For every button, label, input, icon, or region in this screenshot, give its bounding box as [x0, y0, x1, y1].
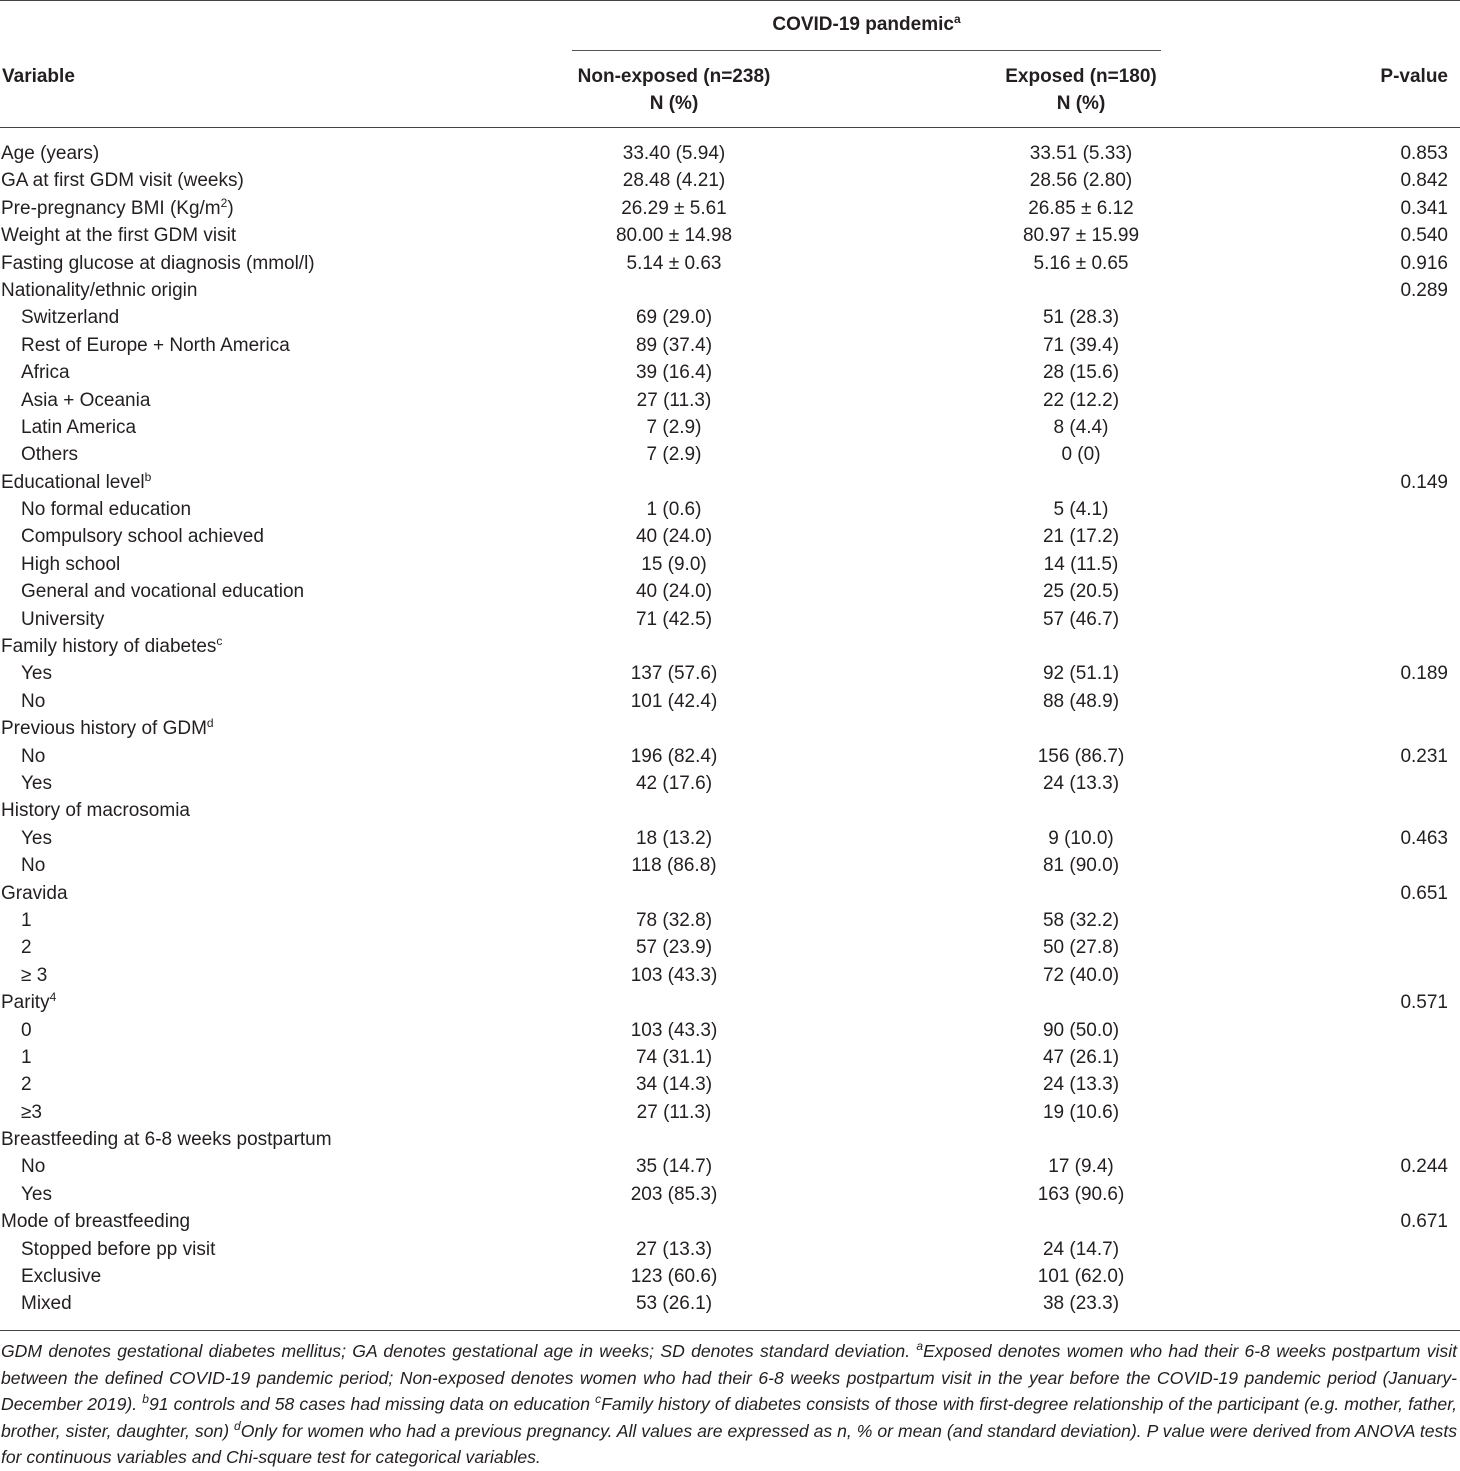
row-label	[21, 1263, 101, 1290]
cell-p-value: 0.149	[1400, 471, 1448, 493]
cell-non-exposed: 7 (2.9)	[646, 416, 702, 438]
row-label-text: University	[21, 608, 105, 630]
row-label-text: ≥ 3	[21, 964, 48, 986]
table-row	[0, 1044, 1460, 1071]
cell-exposed: 38 (23.3)	[1042, 1293, 1120, 1315]
row-label	[21, 907, 32, 934]
row-label-text: 1	[21, 909, 32, 931]
table-row	[0, 222, 1460, 249]
cell-non-exposed: 40 (24.0)	[635, 581, 713, 603]
column-header-exposed-line1: Exposed (n=180)	[1005, 66, 1157, 87]
cell-exposed: 8 (4.4)	[1053, 416, 1109, 438]
cell-exposed: 22 (12.2)	[1042, 389, 1120, 411]
row-label	[21, 578, 304, 605]
footnote-mark-d: d	[234, 1418, 241, 1433]
table-row	[0, 469, 1460, 496]
row-label-text: 1	[21, 1046, 32, 1068]
table-row	[0, 743, 1460, 770]
cell-p-value: 0.671	[1400, 1211, 1448, 1233]
table-row	[0, 359, 1460, 386]
table-row	[0, 1099, 1460, 1126]
cell-p-value: 0.651	[1400, 882, 1448, 904]
group-header-text: COVID-19 pandemic	[772, 14, 954, 35]
row-label-text: Others	[21, 444, 79, 466]
row-label	[21, 962, 47, 989]
row-label	[21, 743, 45, 770]
cell-non-exposed: 35 (14.7)	[635, 1156, 713, 1178]
row-label	[1, 715, 214, 742]
table-row	[0, 1208, 1460, 1235]
cell-exposed: 156 (86.7)	[1037, 745, 1125, 767]
row-label	[1, 195, 234, 222]
footnote-mark-a: a	[916, 1339, 924, 1353]
table-row	[0, 989, 1460, 1016]
row-label-sup: c	[216, 634, 223, 649]
row-label	[21, 688, 45, 715]
row-label-text: Gravida	[1, 882, 68, 904]
row-label-text: Previous history of GDM	[1, 718, 207, 740]
cell-exposed: 9 (10.0)	[1048, 827, 1114, 849]
row-label-text: 0	[21, 1019, 32, 1041]
cell-p-value: 0.853	[1400, 143, 1448, 164]
table-row	[0, 304, 1460, 331]
row-label	[21, 523, 264, 550]
cell-non-exposed: 203 (85.3)	[630, 1183, 718, 1205]
group-header-covid	[572, 14, 1161, 36]
row-label	[21, 1071, 32, 1098]
table-row	[0, 496, 1460, 523]
table-row	[0, 688, 1460, 715]
footnote-c: Family history of diabetes consists of those with first-degree relationship of the participant (e.g. mother, father, brother, sister, daughter, son)	[1, 1394, 1457, 1441]
cell-non-exposed: 39 (16.4)	[635, 362, 713, 384]
row-label-text: Compulsory school achieved	[21, 526, 264, 548]
table-row	[0, 770, 1460, 797]
cell-p-value: 0.341	[1400, 197, 1448, 219]
row-label-text: Age (years)	[1, 143, 100, 164]
row-label	[21, 414, 136, 441]
table-row	[0, 1181, 1460, 1208]
row-label-text: Exclusive	[21, 1266, 102, 1288]
cell-non-exposed: 27 (11.3)	[636, 1101, 712, 1123]
column-header-non-exposed	[522, 63, 826, 117]
cell-non-exposed: 42 (17.6)	[635, 772, 713, 794]
row-label-sup: 2	[220, 195, 228, 210]
cell-exposed: 57 (46.7)	[1042, 608, 1120, 630]
cell-exposed: 72 (40.0)	[1042, 964, 1120, 986]
row-label-text: No	[21, 690, 46, 712]
cell-exposed: 24 (14.7)	[1042, 1238, 1120, 1260]
table-row	[0, 715, 1460, 742]
row-label-text: Stopped before pp visit	[21, 1238, 216, 1260]
cell-p-value: 0.463	[1400, 827, 1448, 849]
row-label-text: Weight at the first GDM visit	[1, 225, 237, 247]
row-label-sup: b	[144, 469, 152, 484]
table-row	[0, 660, 1460, 687]
cell-non-exposed: 57 (23.9)	[635, 937, 713, 959]
cell-non-exposed: 103 (43.3)	[630, 964, 718, 986]
cell-non-exposed: 7 (2.9)	[646, 444, 702, 466]
table-row	[0, 1017, 1460, 1044]
row-label	[21, 551, 120, 578]
cell-non-exposed: 71 (42.5)	[635, 608, 713, 630]
cell-exposed: 50 (27.8)	[1042, 937, 1120, 959]
cell-non-exposed: 26.29 ± 5.61	[621, 197, 727, 219]
row-label	[1, 633, 222, 660]
row-label	[21, 770, 52, 797]
table-row	[0, 551, 1460, 578]
cell-exposed: 17 (9.4)	[1048, 1156, 1114, 1178]
row-label	[21, 606, 104, 633]
row-label	[21, 1290, 72, 1317]
table-row	[0, 332, 1460, 359]
table-row	[0, 934, 1460, 961]
table-row	[0, 195, 1460, 222]
cell-exposed: 71 (39.4)	[1042, 334, 1120, 356]
cell-exposed: 58 (32.2)	[1042, 909, 1120, 931]
row-label	[1, 250, 315, 277]
table-top-rule	[0, 0, 1460, 1]
row-label	[21, 1044, 32, 1071]
cell-non-exposed: 5.14 ± 0.63	[626, 252, 722, 274]
row-label-text: No	[21, 855, 46, 877]
cell-non-exposed: 27 (11.3)	[636, 389, 712, 411]
cell-exposed: 5.16 ± 0.65	[1033, 252, 1129, 274]
cell-non-exposed: 101 (42.4)	[630, 690, 718, 712]
row-label-text: History of macrosomia	[1, 800, 190, 822]
row-label	[21, 934, 32, 961]
cell-non-exposed: 103 (43.3)	[630, 1019, 718, 1041]
cell-exposed: 14 (11.5)	[1043, 553, 1119, 575]
cell-exposed: 0 (0)	[1061, 444, 1101, 466]
cell-exposed: 24 (13.3)	[1042, 1074, 1120, 1096]
cell-exposed: 24 (13.3)	[1042, 772, 1120, 794]
row-label	[21, 332, 290, 359]
cell-non-exposed: 80.00 ± 14.98	[615, 225, 733, 247]
cell-non-exposed: 74 (31.1)	[635, 1046, 713, 1068]
row-label	[21, 825, 52, 852]
row-label-text: Yes	[21, 1183, 52, 1205]
column-header-exposed	[931, 63, 1231, 117]
cell-non-exposed: 137 (57.6)	[630, 663, 718, 685]
table-row	[0, 523, 1460, 550]
cell-exposed: 33.51 (5.33)	[1029, 143, 1133, 164]
row-label-text: Fasting glucose at diagnosis (mmol/l)	[1, 252, 315, 274]
row-label-text: Educational level	[1, 471, 145, 493]
row-label-text: Nationality/ethnic origin	[1, 279, 198, 301]
row-label	[21, 304, 119, 331]
table-row	[0, 1236, 1460, 1263]
cell-exposed: 26.85 ± 6.12	[1028, 197, 1134, 219]
cell-exposed: 25 (20.5)	[1042, 581, 1120, 603]
row-label	[21, 496, 191, 523]
table-row	[0, 140, 1460, 167]
cell-exposed: 28.56 (2.80)	[1029, 170, 1133, 192]
table-row	[0, 633, 1460, 660]
column-header-non-exposed-line2: N (%)	[649, 93, 699, 114]
row-label-text: General and vocational education	[21, 581, 305, 603]
table-row	[0, 277, 1460, 304]
row-label-text: Family history of diabetes	[1, 636, 217, 658]
cell-non-exposed: 196 (82.4)	[630, 745, 718, 767]
row-label-text: Yes	[21, 827, 52, 849]
cell-p-value: 0.842	[1400, 170, 1448, 192]
cell-non-exposed: 40 (24.0)	[635, 526, 713, 548]
table-row	[0, 1263, 1460, 1290]
table-footnote	[1, 1338, 1457, 1471]
cell-exposed: 81 (90.0)	[1042, 855, 1120, 877]
row-label-text: No	[21, 1156, 46, 1178]
table-row	[0, 167, 1460, 194]
cell-non-exposed: 27 (13.3)	[635, 1238, 713, 1260]
row-label-text: Pre-pregnancy BMI (Kg/m	[1, 197, 221, 219]
table-row	[0, 1126, 1460, 1153]
row-label-sup: 4	[49, 990, 57, 1005]
column-header-exposed-line2: N (%)	[1056, 93, 1106, 114]
row-label	[1, 167, 244, 194]
cell-p-value: 0.231	[1400, 745, 1448, 767]
cell-non-exposed: 89 (37.4)	[635, 334, 713, 356]
cell-p-value: 0.244	[1400, 1156, 1448, 1178]
cell-non-exposed: 18 (13.2)	[635, 827, 713, 849]
cell-p-value: 0.571	[1400, 992, 1448, 1014]
row-label-text: No	[21, 745, 46, 767]
footnote-d: Only for women who had a previous pregnancy. All values are expressed as n, % or mean (and standard deviation). P value were derived from ANOVA tests for continuous variables and Chi-square test for categorical variables.	[1, 1420, 1458, 1467]
footnote-mark-c: c	[595, 1392, 602, 1406]
cell-non-exposed: 53 (26.1)	[635, 1293, 713, 1315]
cell-non-exposed: 15 (9.0)	[641, 553, 707, 575]
cell-non-exposed: 28.48 (4.21)	[622, 170, 726, 192]
row-label-text: Switzerland	[21, 307, 120, 329]
footnote-intro: GDM denotes gestational diabetes mellitus; GA denotes gestational age in weeks; SD denotes standard deviation.	[1, 1341, 917, 1361]
row-label-text: Africa	[21, 362, 70, 384]
row-label-text: 2	[21, 1074, 32, 1096]
table-row	[0, 825, 1460, 852]
row-label-text: 2	[21, 937, 32, 959]
header-bottom-rule	[0, 127, 1460, 128]
cell-non-exposed: 69 (29.0)	[635, 307, 713, 329]
row-label-text: Rest of Europe + North America	[21, 334, 290, 356]
cell-exposed: 101 (62.0)	[1037, 1266, 1125, 1288]
row-label-sup: d	[206, 716, 214, 731]
cell-non-exposed: 33.40 (5.94)	[622, 143, 726, 164]
row-label-text: Mode of breastfeeding	[1, 1211, 191, 1233]
table-row	[0, 962, 1460, 989]
row-label-text: Mixed	[21, 1293, 72, 1315]
cell-non-exposed: 118 (86.8)	[631, 855, 717, 877]
group-header-rule	[572, 50, 1161, 51]
row-label	[21, 441, 78, 468]
table-row	[0, 880, 1460, 907]
table-row	[0, 1071, 1460, 1098]
row-label-text: High school	[21, 553, 121, 575]
row-label	[21, 1181, 52, 1208]
table-row	[0, 606, 1460, 633]
column-header-p-value: P-value	[1380, 66, 1448, 87]
row-label	[1, 797, 190, 824]
row-label-text: GA at first GDM visit (weeks)	[1, 170, 244, 192]
cell-p-value: 0.289	[1400, 279, 1448, 301]
cell-exposed: 47 (26.1)	[1042, 1046, 1120, 1068]
row-label	[21, 1017, 32, 1044]
footnote-a: Exposed denotes women who had their 6-8 weeks postpartum visit between the defined COVID-19 pandemic period; Non-exposed denotes women who had their 6-8 weeks postpartum visit in the year before the COVID-19 pandemic period (January-December 2019).	[1, 1341, 1457, 1414]
row-label	[1, 1126, 332, 1153]
column-header-non-exposed-line1: Non-exposed (n=238)	[577, 66, 771, 87]
table-body	[0, 140, 1460, 1318]
row-label	[1, 989, 56, 1016]
table-row	[0, 1290, 1460, 1317]
row-label	[1, 469, 151, 496]
row-label-text: Asia + Oceania	[21, 389, 151, 411]
cell-exposed: 163 (90.6)	[1037, 1183, 1125, 1205]
table-row	[0, 907, 1460, 934]
row-label	[21, 1153, 45, 1180]
table-row	[0, 441, 1460, 468]
row-label	[21, 660, 52, 687]
table-row	[0, 797, 1460, 824]
cell-exposed: 80.97 ± 15.99	[1022, 225, 1140, 247]
footnote-mark-b: b	[142, 1392, 149, 1406]
row-label	[21, 359, 70, 386]
row-label-text: Yes	[21, 772, 52, 794]
table-row	[0, 1153, 1460, 1180]
footnote-b: 91 controls and 58 cases had missing data on education	[148, 1394, 596, 1414]
row-label	[1, 222, 236, 249]
table-row	[0, 414, 1460, 441]
cell-p-value: 0.916	[1400, 252, 1448, 274]
table-row	[0, 250, 1460, 277]
row-label	[1, 880, 68, 907]
cell-exposed: 88 (48.9)	[1042, 690, 1120, 712]
cell-exposed: 51 (28.3)	[1042, 307, 1120, 329]
cell-exposed: 5 (4.1)	[1053, 499, 1109, 521]
cell-exposed: 92 (51.1)	[1042, 663, 1120, 685]
row-label	[21, 1099, 42, 1126]
table-row	[0, 852, 1460, 879]
row-label-suffix: )	[227, 197, 234, 219]
cell-exposed: 28 (15.6)	[1042, 362, 1120, 384]
row-label	[21, 1236, 215, 1263]
row-label	[21, 387, 150, 414]
cell-exposed: 90 (50.0)	[1042, 1019, 1120, 1041]
row-label	[1, 277, 197, 304]
row-label	[21, 852, 45, 879]
row-label-text: Breastfeeding at 6-8 weeks postpartum	[1, 1129, 332, 1151]
cell-non-exposed: 34 (14.3)	[635, 1074, 713, 1096]
row-label	[1, 1208, 190, 1235]
cell-exposed: 21 (17.2)	[1042, 526, 1120, 548]
cell-non-exposed: 78 (32.8)	[635, 909, 713, 931]
row-label-text: Latin America	[21, 416, 137, 438]
row-label-text: ≥3	[21, 1101, 42, 1123]
row-label	[1, 140, 99, 167]
cell-exposed: 19 (10.6)	[1042, 1101, 1120, 1123]
row-label-text: Parity	[1, 992, 50, 1014]
column-header-variable: Variable	[2, 66, 75, 87]
group-header-sup: a	[953, 12, 961, 26]
cell-p-value: 0.189	[1400, 663, 1448, 685]
row-label-text: Yes	[21, 663, 52, 685]
cell-p-value: 0.540	[1400, 225, 1448, 247]
cell-non-exposed: 123 (60.6)	[630, 1266, 718, 1288]
table-row	[0, 387, 1460, 414]
row-label-text: No formal education	[21, 499, 192, 521]
table-row	[0, 578, 1460, 605]
table-bottom-rule	[0, 1330, 1460, 1331]
cell-non-exposed: 1 (0.6)	[646, 499, 702, 521]
